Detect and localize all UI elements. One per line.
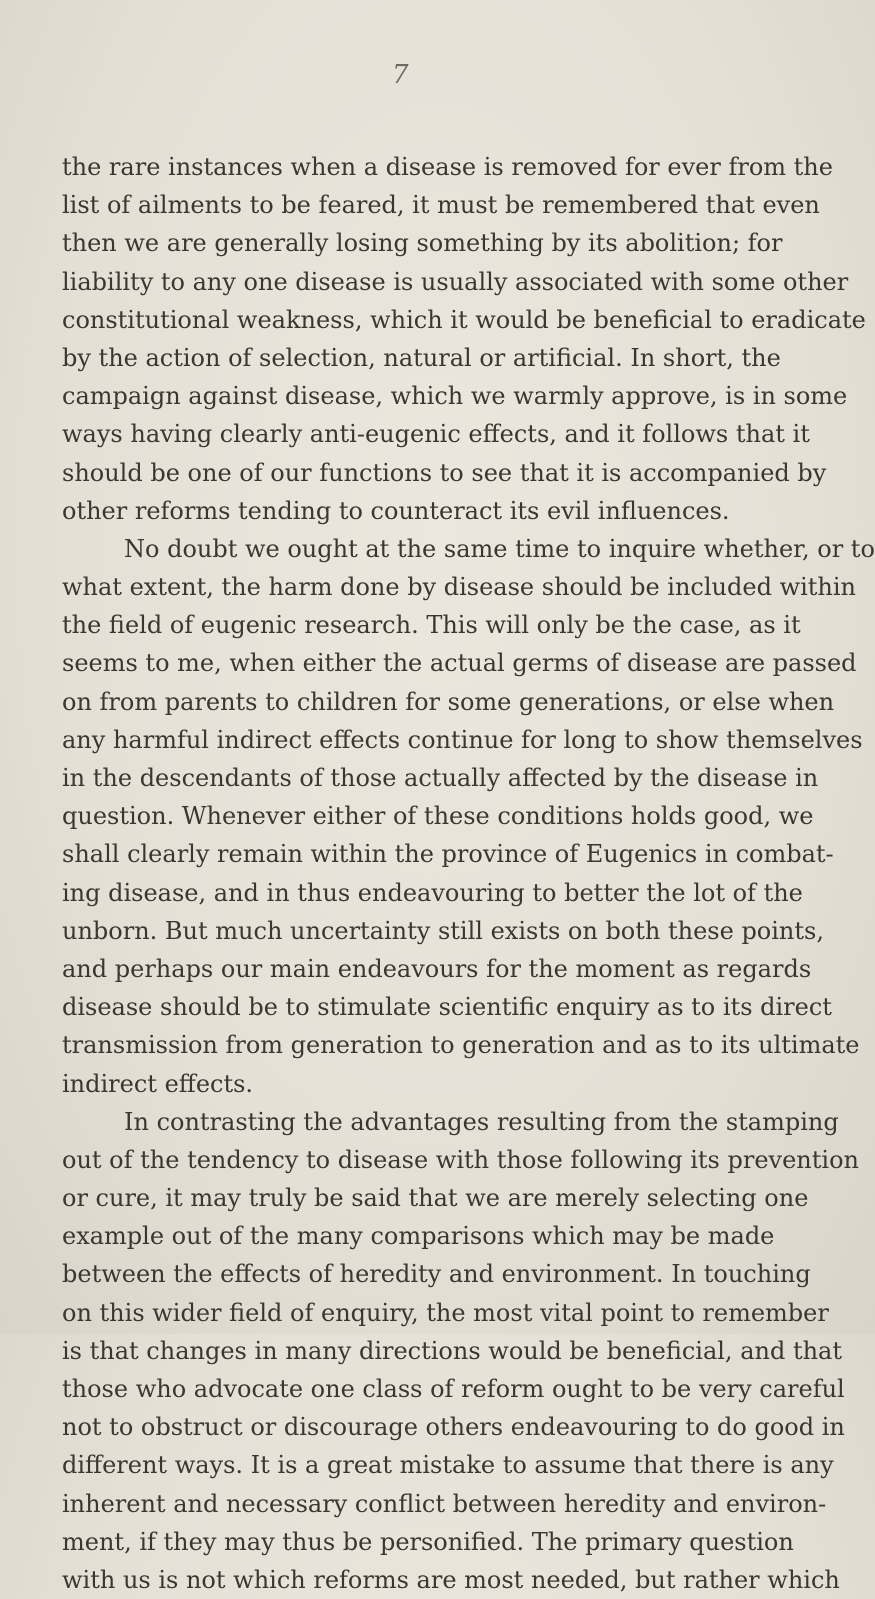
text-line: in the descendants of those actually affected by the disease in [62,764,819,792]
text-line: constitutional weakness, which it would be beneficial to eradicate [62,305,866,334]
text-line: is that changes in many directions would be beneficial, and that [62,1336,842,1365]
text-line: not to obstruct or discourage others endeavouring to do good in [62,1413,845,1442]
text-line: or cure, it may truly be said that we are merely selecting one [62,1184,809,1213]
text-line: No doubt we ought at the same time to inquire whether, or to [124,534,875,563]
text-line: question. Whenever either of these conditions holds good, we [62,802,814,831]
text-line: example out of the many comparisons which may be made [62,1222,775,1251]
text-line: unborn. But much uncertainty still exists on both these points, [62,916,824,945]
text-line: those who advocate one class of reform ought to be very careful [62,1375,845,1403]
body-text [62,148,875,1599]
text-line: what extent, the harm done by disease should be included within [62,573,857,602]
text-line: between the effects of heredity and environment. In touching [62,1260,811,1289]
text-line: then we are generally losing something by its abolition; for [62,229,783,258]
text-line: any harmful indirect effects continue for long to show themselves [62,725,863,754]
text-line: indirect effects. [62,1069,254,1098]
text-line: different ways. It is a great mistake to assume that there is any [62,1451,834,1480]
text-line: ways having clearly anti-eugenic effects, and it follows that it [62,420,810,449]
text-line: out of the tendency to disease with those following its prevention [62,1145,859,1174]
text-line: with us is not which reforms are most needed, but rather which [62,1565,840,1594]
text-line: on from parents to children for some generations, or else when [62,687,835,716]
text-line: campaign against disease, which we warmly approve, is in some [62,382,848,411]
text-line: on this wider field of enquiry, the most vital point to remember [62,1298,829,1327]
text-line: shall clearly remain within the province of Eugenics in combat- [62,840,834,869]
text-line: the field of eugenic research. This will only be the case, as it [62,611,801,640]
text-line: ing disease, and in thus endeavouring to better the lot of the [62,878,803,907]
text-line: inherent and necessary conflict between heredity and environ- [62,1489,827,1518]
text-line: disease should be to stimulate scientific enquiry as to its direct [62,993,832,1022]
text-line: list of ailments to be feared, it must be remembered that even [62,191,820,220]
text-line: should be one of our functions to see that it is accompanied by [62,458,827,487]
text-line: other reforms tending to counteract its evil influences. [62,496,730,525]
text-line: seems to me, when either the actual germs of disease are passed [62,649,857,678]
text-line: by the action of selection, natural or artificial. In short, the [62,343,781,372]
text-line: the rare instances when a disease is removed for ever from the [62,153,833,181]
text-line: and perhaps our main endeavours for the moment as regards [62,954,812,983]
page-number: 7 [392,60,409,90]
text-line: In contrasting the advantages resulting from the stamping [124,1107,839,1136]
text-line: liability to any one disease is usually associated with some other [62,267,849,296]
text-line: transmission from generation to generation and as to its ultimate [62,1031,860,1060]
text-line: ment, if they may thus be personified. The primary question [62,1527,794,1556]
